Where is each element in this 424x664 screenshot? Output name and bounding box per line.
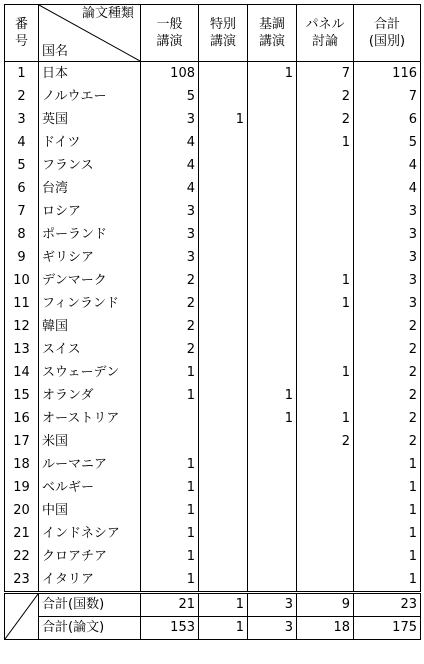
row-number: 11 — [5, 292, 39, 315]
table-row — [5, 476, 421, 499]
keynote-count — [248, 131, 297, 154]
header-panel-line2: 討論 — [311, 34, 338, 49]
total-count: 1 — [354, 545, 421, 568]
row-number: 23 — [5, 568, 39, 593]
header-keynote-line1: 基調 — [258, 17, 285, 32]
header-no-line1: 番 — [14, 17, 28, 32]
header-general-line2: 講演 — [156, 34, 183, 49]
general-count: 2 — [141, 338, 199, 361]
panel-count — [297, 177, 354, 200]
row-number: 9 — [5, 246, 39, 269]
row-number: 17 — [5, 430, 39, 453]
header-diagonal-cell — [39, 5, 141, 62]
totals-keynote: 3 — [248, 617, 297, 640]
panel-count — [297, 200, 354, 223]
row-number: 4 — [5, 131, 39, 154]
general-count: 5 — [141, 85, 199, 108]
keynote-count — [248, 338, 297, 361]
row-number: 13 — [5, 338, 39, 361]
table-row — [5, 131, 421, 154]
panel-count — [297, 223, 354, 246]
general-count — [141, 407, 199, 430]
country-name: スウェーデン — [39, 361, 141, 384]
keynote-count — [248, 292, 297, 315]
keynote-count — [248, 499, 297, 522]
special-count — [199, 545, 248, 568]
panel-count — [297, 154, 354, 177]
general-count: 1 — [141, 361, 199, 384]
general-count: 3 — [141, 108, 199, 131]
totals-keynote: 3 — [248, 593, 297, 617]
special-count — [199, 361, 248, 384]
general-count: 1 — [141, 453, 199, 476]
general-count: 4 — [141, 177, 199, 200]
totals-label: 合計(国数) — [39, 593, 141, 617]
header-panel-line1: パネル — [305, 17, 345, 32]
table-row — [5, 177, 421, 200]
general-count: 4 — [141, 131, 199, 154]
keynote-count — [248, 476, 297, 499]
total-count: 3 — [354, 223, 421, 246]
totals-total: 23 — [354, 593, 421, 617]
panel-count: 1 — [297, 407, 354, 430]
country-name: フィンランド — [39, 292, 141, 315]
total-count: 1 — [354, 476, 421, 499]
total-count: 2 — [354, 430, 421, 453]
totals-special: 1 — [199, 593, 248, 617]
keynote-count — [248, 522, 297, 545]
table-row — [5, 361, 421, 384]
country-name: 日本 — [39, 62, 141, 86]
special-count — [199, 131, 248, 154]
keynote-count: 1 — [248, 384, 297, 407]
country-name: オーストリア — [39, 407, 141, 430]
header-general-line1: 一般 — [156, 17, 183, 32]
general-count: 4 — [141, 154, 199, 177]
general-count: 3 — [141, 200, 199, 223]
special-count — [199, 522, 248, 545]
country-name: ベルギー — [39, 476, 141, 499]
total-count: 7 — [354, 85, 421, 108]
general-count: 1 — [141, 384, 199, 407]
special-count — [199, 499, 248, 522]
total-count: 2 — [354, 315, 421, 338]
special-count — [199, 269, 248, 292]
row-number: 1 — [5, 62, 39, 86]
table-row — [5, 246, 421, 269]
table-row — [5, 154, 421, 177]
totals-special: 1 — [199, 617, 248, 640]
keynote-count — [248, 568, 297, 593]
row-number: 15 — [5, 384, 39, 407]
header-keynote-line2: 講演 — [258, 34, 285, 49]
keynote-count — [248, 269, 297, 292]
country-name: ルーマニア — [39, 453, 141, 476]
totals-general: 21 — [141, 593, 199, 617]
panel-count: 1 — [297, 269, 354, 292]
total-count: 1 — [354, 522, 421, 545]
totals-row-papers — [5, 617, 421, 640]
panel-count — [297, 246, 354, 269]
panel-count — [297, 453, 354, 476]
table-row — [5, 200, 421, 223]
country-name: ロシア — [39, 200, 141, 223]
row-number: 18 — [5, 453, 39, 476]
special-count — [199, 177, 248, 200]
panel-count: 2 — [297, 108, 354, 131]
header-row — [5, 5, 421, 62]
special-count — [199, 85, 248, 108]
row-number: 19 — [5, 476, 39, 499]
panel-count: 2 — [297, 430, 354, 453]
keynote-count — [248, 154, 297, 177]
keynote-count — [248, 545, 297, 568]
panel-count — [297, 476, 354, 499]
row-number: 7 — [5, 200, 39, 223]
special-count — [199, 338, 248, 361]
special-count — [199, 407, 248, 430]
table-row — [5, 85, 421, 108]
panel-count — [297, 545, 354, 568]
panel-count: 7 — [297, 62, 354, 86]
row-number: 8 — [5, 223, 39, 246]
header-total-line1: 合計 — [373, 17, 400, 32]
panel-count: 1 — [297, 131, 354, 154]
table-row — [5, 384, 421, 407]
panel-count: 1 — [297, 292, 354, 315]
country-name: 英国 — [39, 108, 141, 131]
special-count — [199, 154, 248, 177]
table-row — [5, 108, 421, 131]
country-name: イタリア — [39, 568, 141, 593]
special-count — [199, 568, 248, 593]
table-row — [5, 62, 421, 86]
header-total — [354, 5, 421, 62]
country-name: フランス — [39, 154, 141, 177]
table-row — [5, 499, 421, 522]
country-name: ポーランド — [39, 223, 141, 246]
country-name: クロアチア — [39, 545, 141, 568]
row-number: 20 — [5, 499, 39, 522]
keynote-count — [248, 453, 297, 476]
table-row — [5, 407, 421, 430]
header-keynote — [248, 5, 297, 62]
general-count: 2 — [141, 292, 199, 315]
total-count: 3 — [354, 269, 421, 292]
table-row — [5, 292, 421, 315]
keynote-count — [248, 108, 297, 131]
general-count: 2 — [141, 269, 199, 292]
total-count: 2 — [354, 407, 421, 430]
totals-total: 175 — [354, 617, 421, 640]
table-row — [5, 453, 421, 476]
header-general — [141, 5, 199, 62]
table-row — [5, 338, 421, 361]
country-name: 韓国 — [39, 315, 141, 338]
header-no-line2: 号 — [14, 34, 28, 49]
general-count: 1 — [141, 499, 199, 522]
special-count: 1 — [199, 108, 248, 131]
totals-row-countries — [5, 593, 421, 617]
row-number: 22 — [5, 545, 39, 568]
panel-count — [297, 338, 354, 361]
panel-count — [297, 568, 354, 593]
header-total-line2: (国別) — [368, 34, 406, 49]
keynote-count: 1 — [248, 62, 297, 86]
keynote-count — [248, 361, 297, 384]
row-number: 6 — [5, 177, 39, 200]
general-count: 108 — [141, 62, 199, 86]
header-paper-type: 論文種類 — [81, 6, 134, 21]
header-special — [199, 5, 248, 62]
keynote-count — [248, 246, 297, 269]
total-count: 3 — [354, 292, 421, 315]
table-row — [5, 568, 421, 593]
row-number: 21 — [5, 522, 39, 545]
total-count: 4 — [354, 154, 421, 177]
special-count — [199, 453, 248, 476]
keynote-count — [248, 200, 297, 223]
totals-panel: 18 — [297, 617, 354, 640]
papers-by-country-table — [4, 4, 421, 640]
special-count — [199, 476, 248, 499]
panel-count — [297, 315, 354, 338]
special-count — [199, 430, 248, 453]
general-count: 2 — [141, 315, 199, 338]
totals-general: 153 — [141, 617, 199, 640]
table-row — [5, 522, 421, 545]
country-name: 台湾 — [39, 177, 141, 200]
special-count — [199, 200, 248, 223]
totals-slash-cell — [5, 593, 39, 640]
table-row — [5, 315, 421, 338]
slash-line — [5, 594, 38, 639]
total-count: 2 — [354, 338, 421, 361]
country-name: インドネシア — [39, 522, 141, 545]
header-special-line1: 特別 — [209, 17, 236, 32]
general-count — [141, 430, 199, 453]
header-country: 国名 — [42, 44, 69, 59]
country-name: オランダ — [39, 384, 141, 407]
country-name: スイス — [39, 338, 141, 361]
general-count: 1 — [141, 545, 199, 568]
total-count: 3 — [354, 246, 421, 269]
header-no — [5, 5, 39, 62]
general-count: 3 — [141, 246, 199, 269]
total-count: 4 — [354, 177, 421, 200]
totals-label: 合計(論文) — [39, 617, 141, 640]
panel-count — [297, 522, 354, 545]
panel-count — [297, 499, 354, 522]
row-number: 10 — [5, 269, 39, 292]
row-number: 2 — [5, 85, 39, 108]
total-count: 3 — [354, 200, 421, 223]
country-name: デンマーク — [39, 269, 141, 292]
general-count: 1 — [141, 568, 199, 593]
general-count: 1 — [141, 476, 199, 499]
keynote-count — [248, 315, 297, 338]
totals-panel: 9 — [297, 593, 354, 617]
country-name: ノルウエー — [39, 85, 141, 108]
table-row — [5, 269, 421, 292]
keynote-count — [248, 223, 297, 246]
country-name: ドイツ — [39, 131, 141, 154]
country-rows — [5, 62, 421, 593]
row-number: 3 — [5, 108, 39, 131]
special-count — [199, 223, 248, 246]
keynote-count — [248, 177, 297, 200]
table-row — [5, 430, 421, 453]
row-number: 12 — [5, 315, 39, 338]
table-row — [5, 223, 421, 246]
keynote-count — [248, 430, 297, 453]
special-count — [199, 62, 248, 86]
special-count — [199, 292, 248, 315]
total-count: 116 — [354, 62, 421, 86]
country-name: 米国 — [39, 430, 141, 453]
total-count: 2 — [354, 361, 421, 384]
header-special-line2: 講演 — [209, 34, 236, 49]
header-panel — [297, 5, 354, 62]
special-count — [199, 384, 248, 407]
country-name: 中国 — [39, 499, 141, 522]
general-count: 1 — [141, 522, 199, 545]
panel-count: 1 — [297, 361, 354, 384]
special-count — [199, 315, 248, 338]
row-number: 5 — [5, 154, 39, 177]
panel-count — [297, 384, 354, 407]
total-count: 1 — [354, 499, 421, 522]
total-count: 1 — [354, 453, 421, 476]
panel-count: 2 — [297, 85, 354, 108]
total-count: 6 — [354, 108, 421, 131]
general-count: 3 — [141, 223, 199, 246]
keynote-count: 1 — [248, 407, 297, 430]
country-name: ギリシア — [39, 246, 141, 269]
special-count — [199, 246, 248, 269]
total-count: 2 — [354, 384, 421, 407]
row-number: 14 — [5, 361, 39, 384]
row-number: 16 — [5, 407, 39, 430]
total-count: 1 — [354, 568, 421, 593]
keynote-count — [248, 85, 297, 108]
table-row — [5, 545, 421, 568]
total-count: 5 — [354, 131, 421, 154]
